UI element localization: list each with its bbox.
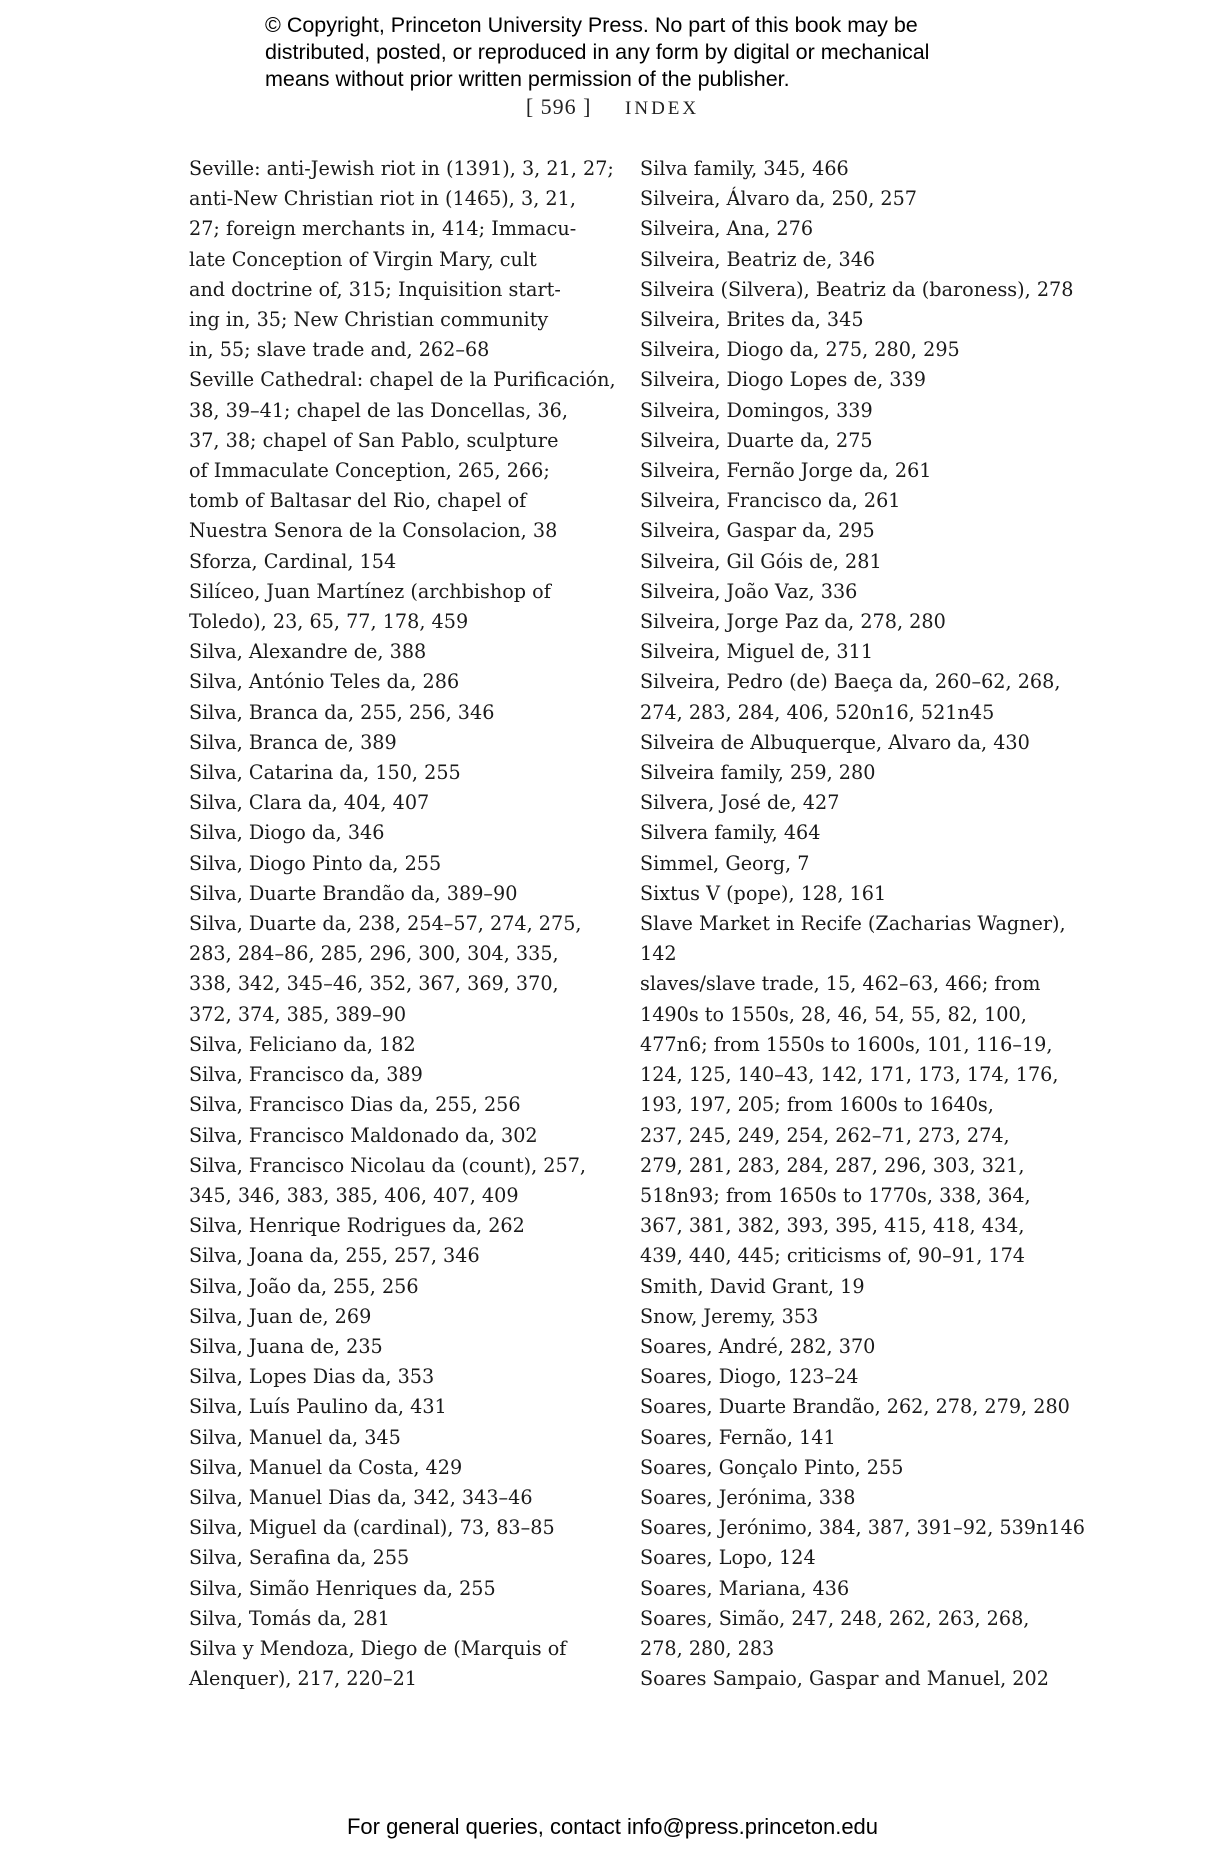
index-entry-line: 439, 440, 445; criticisms of, 90–91, 174 xyxy=(640,1244,1026,1268)
index-entry-line: Silvera, José de, 427 xyxy=(640,791,840,815)
index-entry-line: 142 xyxy=(640,942,677,966)
index-entry-line: Soares, Fernão, 141 xyxy=(640,1425,836,1449)
index-entry-line: Silva, Francisco Nicolau da (count), 257, xyxy=(189,1153,586,1177)
index-entry xyxy=(640,486,1070,516)
footer-contact: For general queries, contact info@press.princeton.edu xyxy=(346,1814,879,1839)
index-entry-line: Silveira (Silvera), Beatriz da (baroness), 278 xyxy=(640,277,1074,301)
index-entry-line: Silva, Diogo Pinto da, 255 xyxy=(189,851,442,875)
index-entry-line: anti-New Christian riot in (1465), 3, 21, xyxy=(189,187,576,211)
index-entry xyxy=(189,547,619,577)
index-entry-line: Nuestra Senora de la Consolacion, 38 xyxy=(189,519,558,543)
index-entry xyxy=(640,1362,1070,1392)
index-entry-line: Silveira, Álvaro da, 250, 257 xyxy=(640,187,918,211)
index-entry xyxy=(189,1483,619,1513)
index-entry-line: 274, 283, 284, 406, 520n16, 521n45 xyxy=(640,700,995,724)
index-entry-line: Soares, André, 282, 370 xyxy=(640,1334,876,1358)
index-entry-line: 367, 381, 382, 393, 395, 415, 418, 434, xyxy=(640,1214,1025,1238)
index-entry xyxy=(189,1574,619,1604)
index-entry xyxy=(640,969,1070,1271)
page-number: [ 596 ] xyxy=(525,94,592,119)
index-entry-line: 193, 197, 205; from 1600s to 1640s, xyxy=(640,1093,994,1117)
copyright-notice xyxy=(265,12,1025,93)
index-entry-line: Silveira, Gaspar da, 295 xyxy=(640,519,875,543)
index-entry-line: tomb of Baltasar del Rio, chapel of xyxy=(189,489,527,513)
index-entry xyxy=(640,1543,1070,1573)
index-entry xyxy=(640,516,1070,546)
index-entry-line: of Immaculate Conception, 265, 266; xyxy=(189,459,550,483)
running-head xyxy=(0,93,1225,123)
index-entry-line: Soares, Diogo, 123–24 xyxy=(640,1365,859,1389)
index-entry-line: Silva, Alexandre de, 388 xyxy=(189,640,427,664)
index-column-right xyxy=(640,154,1085,1694)
index-entry-line: Smith, David Grant, 19 xyxy=(640,1274,865,1298)
index-entry xyxy=(640,1483,1070,1513)
index-entry xyxy=(189,909,619,1030)
index-entry xyxy=(640,154,1070,184)
index-entry-line: Silva, Duarte Brandão da, 389–90 xyxy=(189,881,518,905)
index-entry-line: 237, 245, 249, 254, 262–71, 273, 274, xyxy=(640,1123,1010,1147)
index-entry-line: 27; foreign merchants in, 414; Immacu- xyxy=(189,217,577,241)
index-entry xyxy=(640,1332,1070,1362)
index-entry-line: Silva, Joana da, 255, 257, 346 xyxy=(189,1244,480,1268)
index-entry-line: Slave Market in Recife (Zacharias Wagner), xyxy=(640,912,1066,936)
index-entry-line: Silveira, Fernão Jorge da, 261 xyxy=(640,459,932,483)
index-entry-line: Silveira, Domingos, 339 xyxy=(640,398,873,422)
index-entry-line: late Conception of Virgin Mary, cult xyxy=(189,247,537,271)
index-entry-line: Silva, Manuel da Costa, 429 xyxy=(189,1455,463,1479)
index-entry-line: Soares, Duarte Brandão, 262, 278, 279, 280 xyxy=(640,1395,1070,1419)
index-entry-line: Silva, Clara da, 404, 407 xyxy=(189,791,430,815)
index-entry-line: 278, 280, 283 xyxy=(640,1636,775,1660)
index-entry xyxy=(640,758,1070,788)
index-entry-line: 279, 281, 283, 284, 287, 296, 303, 321, xyxy=(640,1153,1025,1177)
index-entry xyxy=(640,849,1070,879)
index-entry-line: Silveira, Brites da, 345 xyxy=(640,308,864,332)
index-entry-line: Silva, João da, 255, 256 xyxy=(189,1274,419,1298)
index-entry-line: 38, 39–41; chapel de las Doncellas, 36, xyxy=(189,398,568,422)
index-entry-line: 37, 38; chapel of San Pablo, sculpture xyxy=(189,428,559,452)
index-entry-line: Silva, Francisco Maldonado da, 302 xyxy=(189,1123,538,1147)
index-entry-line: Silva, Duarte da, 238, 254–57, 274, 275, xyxy=(189,912,582,936)
copyright-line: means without prior written permission of the publisher. xyxy=(265,67,790,91)
index-entry xyxy=(640,365,1070,395)
index-entry-line: Silva, Francisco da, 389 xyxy=(189,1063,423,1087)
index-entry-line: Silveira, João Vaz, 336 xyxy=(640,579,858,603)
index-entry xyxy=(640,909,1070,969)
index-entry-line: Silva, Henrique Rodrigues da, 262 xyxy=(189,1214,525,1238)
index-entry xyxy=(640,1604,1070,1664)
index-entry-line: Silva, Branca de, 389 xyxy=(189,730,397,754)
index-entry-line: Soares, Gonçalo Pinto, 255 xyxy=(640,1455,904,1479)
index-entry xyxy=(640,1664,1070,1694)
index-entry-line: Silva, Lopes Dias da, 353 xyxy=(189,1365,435,1389)
index-entry-line: Silvera family, 464 xyxy=(640,821,821,845)
index-column-left xyxy=(189,154,619,1694)
index-entry-line: slaves/slave trade, 15, 462–63, 466; from xyxy=(640,972,1041,996)
index-entry-line: Silva, Diogo da, 346 xyxy=(189,821,385,845)
index-entry-line: Silva, Luís Paulino da, 431 xyxy=(189,1395,447,1419)
index-entry xyxy=(189,577,619,637)
index-entry xyxy=(189,1241,619,1271)
copyright-line: © Copyright, Princeton University Press. No part of this book may be xyxy=(265,13,918,37)
index-entry-line: Silveira, Miguel de, 311 xyxy=(640,640,874,664)
index-entry xyxy=(640,396,1070,426)
index-entry xyxy=(640,1302,1070,1332)
index-entry xyxy=(189,849,619,879)
index-entry-line: 518n93; from 1650s to 1770s, 338, 364, xyxy=(640,1183,1031,1207)
index-entry-line: Silveira family, 259, 280 xyxy=(640,761,876,785)
index-entry-line: Silva family, 345, 466 xyxy=(640,157,849,180)
index-entry xyxy=(640,667,1070,727)
index-entry xyxy=(189,1272,619,1302)
index-entry-line: Simmel, Georg, 7 xyxy=(640,851,810,875)
index-entry-line: Silva, Serafina da, 255 xyxy=(189,1546,410,1570)
index-entry xyxy=(640,788,1070,818)
index-entry xyxy=(640,728,1070,758)
index-entry-line: Silva, Manuel Dias da, 342, 343–46 xyxy=(189,1485,533,1509)
index-entry-line: Silva, Catarina da, 150, 255 xyxy=(189,761,461,785)
index-entry xyxy=(640,1423,1070,1453)
index-entry-line: 345, 346, 383, 385, 406, 407, 409 xyxy=(189,1183,519,1207)
index-entry-line: Silva, Juana de, 235 xyxy=(189,1334,383,1358)
index-entry xyxy=(640,1392,1070,1422)
index-entry xyxy=(189,667,619,697)
index-entry-line: and doctrine of, 315; Inquisition start- xyxy=(189,277,561,301)
index-entry xyxy=(640,1574,1070,1604)
index-entry xyxy=(189,1513,619,1543)
index-entry-line: 124, 125, 140–43, 142, 171, 173, 174, 176, xyxy=(640,1063,1059,1087)
index-entry-line: Silva, Feliciano da, 182 xyxy=(189,1032,416,1056)
index-entry-line: Sforza, Cardinal, 154 xyxy=(189,549,397,573)
index-entry xyxy=(640,305,1070,335)
index-entry-line: Silva, Miguel da (cardinal), 73, 83–85 xyxy=(189,1516,555,1540)
index-entry-line: Soares, Jerónimo, 384, 387, 391–92, 539n146 xyxy=(640,1516,1085,1540)
index-entry xyxy=(640,1272,1070,1302)
index-entry xyxy=(189,1604,619,1634)
index-entry-line: Silva, Francisco Dias da, 255, 256 xyxy=(189,1093,521,1117)
index-entry xyxy=(189,818,619,848)
index-entry xyxy=(189,1634,619,1694)
index-entry-line: 338, 342, 345–46, 352, 367, 369, 370, xyxy=(189,972,559,996)
index-entry-line: Silveira, Gil Góis de, 281 xyxy=(640,549,882,573)
index-entry xyxy=(189,1151,619,1211)
index-entry xyxy=(640,1453,1070,1483)
index-entry xyxy=(189,1060,619,1090)
index-entry-line: Soares Sampaio, Gaspar and Manuel, 202 xyxy=(640,1667,1049,1691)
index-entry-line: Silveira, Pedro (de) Baeça da, 260–62, 268, xyxy=(640,670,1061,694)
index-entry xyxy=(189,1211,619,1241)
index-entry xyxy=(189,637,619,667)
index-entry xyxy=(640,1513,1085,1543)
index-entry-line: Silíceo, Juan Martínez (archbishop of xyxy=(189,579,551,603)
index-entry-line: Silva y Mendoza, Diego de (Marquis of xyxy=(189,1636,567,1660)
index-entry xyxy=(640,335,1070,365)
index-entry xyxy=(189,1302,619,1332)
index-entry xyxy=(640,818,1070,848)
index-entry-line: 477n6; from 1550s to 1600s, 101, 116–19, xyxy=(640,1032,1053,1056)
index-entry xyxy=(189,1332,619,1362)
index-entry-line: Soares, Lopo, 124 xyxy=(640,1546,816,1570)
index-entry xyxy=(189,698,619,728)
index-entry xyxy=(189,365,619,546)
index-entry-line: Soares, Jerónima, 338 xyxy=(640,1485,856,1509)
index-entry-line: Silveira, Diogo Lopes de, 339 xyxy=(640,368,926,392)
index-entry xyxy=(189,1030,619,1060)
index-entry xyxy=(640,214,1070,244)
index-entry-line: Silveira, Ana, 276 xyxy=(640,217,814,241)
index-entry-line: Silveira, Duarte da, 275 xyxy=(640,428,873,452)
page-section-title: INDEX xyxy=(625,98,700,119)
index-entry xyxy=(189,1121,619,1151)
index-entry xyxy=(189,788,619,818)
index-entry-line: 1490s to 1550s, 28, 46, 54, 55, 82, 100, xyxy=(640,1002,1027,1026)
index-entry xyxy=(189,758,619,788)
index-entry xyxy=(640,637,1070,667)
index-entry-line: Silva, António Teles da, 286 xyxy=(189,670,460,694)
index-entry-line: Silva, Simão Henriques da, 255 xyxy=(189,1576,496,1600)
index-entry-line: Seville Cathedral: chapel de la Purificación, xyxy=(189,368,616,392)
copyright-line: distributed, posted, or reproduced in any form by digital or mechanical xyxy=(265,40,930,64)
index-entry-line: Soares, Simão, 247, 248, 262, 263, 268, xyxy=(640,1606,1030,1630)
index-entry-line: Silveira de Albuquerque, Alvaro da, 430 xyxy=(640,730,1030,754)
index-entry xyxy=(640,275,1074,305)
index-entry xyxy=(640,607,1070,637)
index-entry-line: in, 55; slave trade and, 262–68 xyxy=(189,338,490,362)
index-entry xyxy=(640,547,1070,577)
index-entry xyxy=(189,728,619,758)
index-entry-line: Seville: anti-Jewish riot in (1391), 3, 21, 27; xyxy=(189,157,614,180)
index-entry-line: Silveira, Jorge Paz da, 278, 280 xyxy=(640,610,946,634)
index-entry-line: Silva, Juan de, 269 xyxy=(189,1304,372,1328)
index-entry xyxy=(189,1453,619,1483)
index-entry-line: ing in, 35; New Christian community xyxy=(189,308,549,332)
index-entry-line: 283, 284–86, 285, 296, 300, 304, 335, xyxy=(189,942,559,966)
index-entry xyxy=(189,1423,619,1453)
index-entry-line: Sixtus V (pope), 128, 161 xyxy=(640,881,887,905)
index-entry xyxy=(640,577,1070,607)
index-entry-line: Alenquer), 217, 220–21 xyxy=(189,1667,418,1691)
index-entry xyxy=(640,456,1070,486)
index-entry-line: Soares, Mariana, 436 xyxy=(640,1576,850,1600)
index-entry xyxy=(640,879,1070,909)
index-entry-line: Silveira, Beatriz de, 346 xyxy=(640,247,876,271)
index-entry xyxy=(189,1392,619,1422)
index-entry xyxy=(189,879,619,909)
index-entry-line: Silva, Branca da, 255, 256, 346 xyxy=(189,700,495,724)
index-entry xyxy=(189,1362,619,1392)
index-entry-line: Silveira, Francisco da, 261 xyxy=(640,489,901,513)
index-entry xyxy=(640,184,1070,214)
index-entry xyxy=(189,1090,619,1120)
index-entry-line: Silveira, Diogo da, 275, 280, 295 xyxy=(640,338,960,362)
index-entry xyxy=(640,426,1070,456)
index-entry-line: Silva, Tomás da, 281 xyxy=(189,1606,390,1630)
index-entry-line: Snow, Jeremy, 353 xyxy=(640,1304,819,1328)
index-entry xyxy=(189,1543,619,1573)
index-entry xyxy=(189,154,619,365)
index-entry-line: 372, 374, 385, 389–90 xyxy=(189,1002,407,1026)
index-entry-line: Toledo), 23, 65, 77, 178, 459 xyxy=(189,610,469,634)
index-entry xyxy=(640,245,1070,275)
index-entry-line: Silva, Manuel da, 345 xyxy=(189,1425,401,1449)
